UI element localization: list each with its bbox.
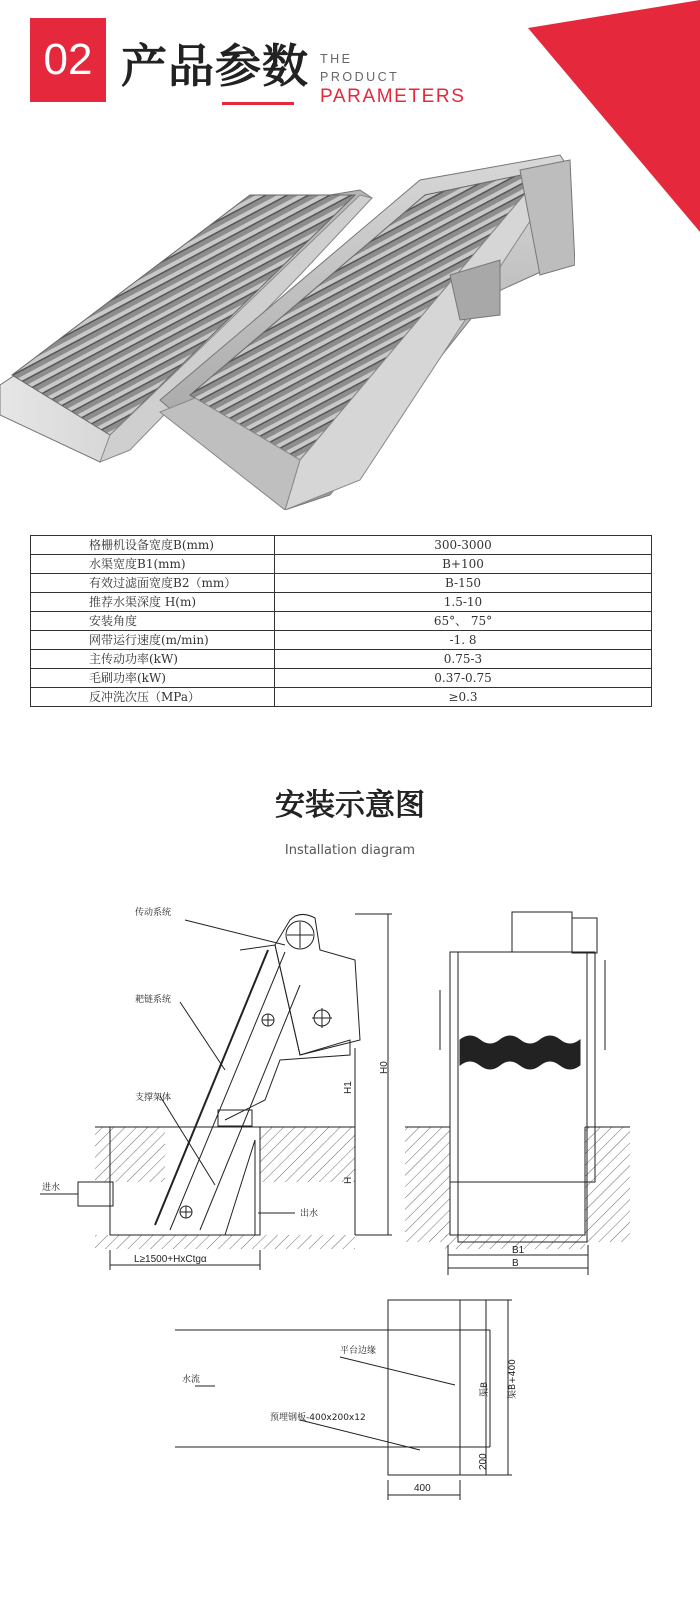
param-value: ≥0.3 [275, 688, 652, 707]
label-platform: 平台边缘 [340, 1346, 377, 1356]
param-label: 主传动功率(kW) [31, 650, 275, 669]
param-value: 1.5-10 [275, 593, 652, 612]
front-view [405, 912, 630, 1275]
dim-b1: B1 [512, 1245, 525, 1256]
param-label: 水渠宽度B1(mm) [31, 555, 275, 574]
label-flow: 水流 [182, 1375, 201, 1385]
side-view [40, 914, 392, 1270]
param-table [30, 535, 652, 707]
dim-b: B [512, 1258, 519, 1269]
param-label: 有效过滤面宽度B2（mm） [31, 574, 275, 593]
param-row [31, 669, 652, 688]
dim-400: 400 [414, 1483, 431, 1494]
dim-h0: H0 [379, 1061, 390, 1074]
label-chain: 耙链系统 [135, 995, 172, 1005]
product-image [0, 150, 575, 510]
param-row [31, 593, 652, 612]
installation-title: 安装示意图 [275, 788, 425, 823]
param-value: 0.75-3 [275, 650, 652, 669]
param-value: B+100 [275, 555, 652, 574]
dim-canal-b400: 渠B+400 [508, 1359, 518, 1399]
param-row [31, 631, 652, 650]
param-label: 反冲洗次压（MPa） [31, 688, 275, 707]
installation-diagram [0, 890, 700, 1605]
label-outlet: 出水 [300, 1209, 319, 1219]
section-title: 产品参数 [121, 39, 309, 93]
subtitle-product: PRODUCT [320, 70, 400, 84]
param-row [31, 555, 652, 574]
dim-canal-b: 渠B [480, 1381, 490, 1397]
param-row [31, 650, 652, 669]
title-underline [222, 102, 294, 105]
param-row [31, 612, 652, 631]
label-drive: 传动系统 [135, 908, 172, 918]
installation-subtitle: Installation diagram [284, 843, 416, 858]
param-label: 网带运行速度(m/min) [31, 631, 275, 650]
param-label: 毛刷功率(kW) [31, 669, 275, 688]
dim-h: H [343, 1176, 354, 1184]
param-value: 0.37-0.75 [275, 669, 652, 688]
subtitle-parameters: PARAMETERS [320, 86, 466, 107]
section-number: 02 [30, 18, 106, 102]
param-row [31, 574, 652, 593]
param-value: 65°、 75° [275, 612, 652, 631]
param-label: 推荐水渠深度 H(m) [31, 593, 275, 612]
param-value: B-150 [275, 574, 652, 593]
param-value: 300-3000 [275, 536, 652, 555]
dim-length: L≥1500+HxCtgα [134, 1254, 207, 1265]
param-row [31, 688, 652, 707]
subtitle-the: THE [320, 52, 353, 66]
plan-view [175, 1300, 512, 1500]
param-value: -1. 8 [275, 631, 652, 650]
label-frame: 支撑架体 [135, 1093, 172, 1103]
dim-h1: H1 [343, 1081, 354, 1094]
param-row [31, 536, 652, 555]
label-embed: 预埋钢板-400x200x12 [270, 1413, 366, 1423]
param-label: 格栅机设备宽度B(mm) [31, 536, 275, 555]
param-label: 安装角度 [31, 612, 275, 631]
label-inlet: 进水 [42, 1183, 61, 1193]
dim-200: 200 [478, 1453, 489, 1470]
